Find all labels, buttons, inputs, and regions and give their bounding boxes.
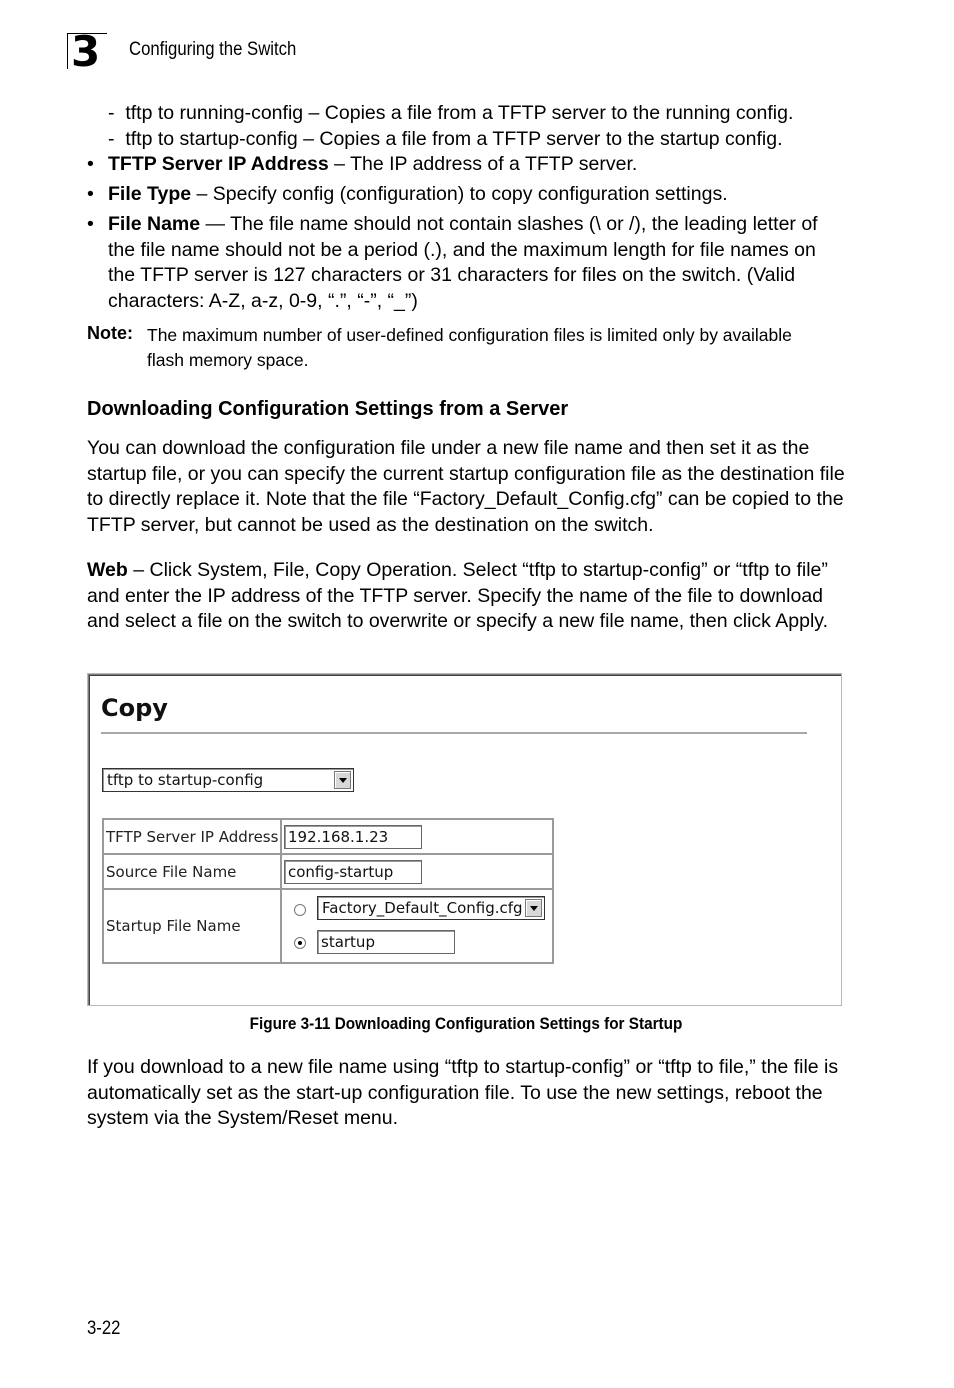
tftp-server-input[interactable]: 192.168.1.23 — [284, 825, 422, 849]
startup-file-select[interactable] — [317, 896, 545, 920]
bullet-item — [108, 212, 846, 314]
web-text: – Click System, File, Copy Operation. Select “tftp to startup-config” or “tftp to file” and enter the IP address of the TFTP server. Specify the name of the file to download and select a file on the switch to overwrite or specify a new file name, then click Apply. — [87, 559, 828, 632]
sub-bullet — [108, 101, 793, 127]
bullet-term: File Type — [108, 183, 192, 205]
dash-marker: - — [108, 102, 126, 124]
bullet-text: – Specify config (configuration) to copy configuration settings. — [191, 183, 728, 205]
table-row — [103, 819, 553, 854]
paragraph: You can download the configuration file under a new file name and then set it as the startup file, or you can specify the current startup configuration file as the destination file to directly replace it. Note that the file “Factory_Default_Config.cfg” can be copied to the TFTP server, but cannot be used as the destination on the switch. — [87, 437, 845, 536]
figure-caption: Figure 3-11 Downloading Configuration Settings for Startup — [249, 1014, 683, 1033]
bullet-term: TFTP Server IP Address — [108, 153, 329, 175]
bullet-marker: • — [87, 213, 94, 235]
copy-screenshot — [87, 673, 842, 1006]
section-heading: Downloading Configuration Settings from a Server — [87, 398, 569, 420]
chapter-number: 3 — [67, 33, 107, 69]
bullet-marker: • — [87, 153, 94, 175]
tftp-server-cell — [281, 819, 553, 854]
source-file-label: Source File Name — [103, 854, 281, 889]
copy-type-select[interactable] — [102, 768, 354, 792]
bullet-text: – The IP address of a TFTP server. — [328, 153, 638, 175]
table-row — [103, 889, 553, 963]
startup-file-cell — [281, 889, 553, 963]
copy-title: Copy — [101, 694, 168, 722]
sub-bullet-text: tftp to startup-config – Copies a file from a TFTP server to the startup config. — [125, 128, 783, 150]
web-label: Web — [87, 559, 128, 581]
copy-settings-table — [102, 818, 554, 964]
page-number: 3-22 — [87, 1318, 121, 1339]
startup-file-input[interactable]: startup — [317, 930, 455, 954]
table-row — [103, 854, 553, 889]
existing-file-radio[interactable] — [294, 904, 306, 916]
chapter-title: Configuring the Switch — [129, 39, 297, 60]
new-file-radio[interactable] — [294, 937, 306, 949]
chevron-down-icon[interactable] — [525, 899, 542, 917]
source-file-cell — [281, 854, 553, 889]
bullet-text: — The file name should not contain slashes (\ or /), the leading letter of the file name should not be a period (.), and the maximum length for file names on the TFTP server is 127 characters or 31 characters for files on the switch. (Valid characters: A-Z, a-z, 0-9, “.”, “-”, “_”) — [108, 213, 818, 312]
startup-file-label: Startup File Name — [103, 889, 281, 963]
sub-bullet-text: tftp to running-config – Copies a file from a TFTP server to the running config. — [125, 102, 794, 124]
web-paragraph — [87, 558, 847, 635]
paragraph: If you download to a new file name using “tftp to startup-config” or “tftp to file,” the file is automatically set as the start-up configuration file. To use the new settings, reboot the system via the System/Reset menu. — [87, 1056, 839, 1129]
copy-type-value: tftp to startup-config — [107, 771, 264, 789]
dash-marker: - — [108, 128, 126, 150]
tftp-server-label: TFTP Server IP Address — [103, 819, 281, 854]
bullet-term: File Name — [108, 213, 201, 235]
source-file-input[interactable]: config-startup — [284, 860, 422, 884]
sub-bullet — [108, 127, 783, 153]
chevron-down-icon[interactable] — [334, 771, 351, 789]
startup-file-select-value: Factory_Default_Config.cfg — [322, 899, 523, 917]
title-divider — [101, 732, 807, 734]
note-text: The maximum number of user-defined configuration files is limited only by available flash memory space. — [147, 325, 792, 370]
bullet-item — [108, 152, 637, 178]
bullet-marker: • — [87, 183, 94, 205]
note-label: Note: — [87, 323, 133, 343]
bullet-item — [108, 182, 728, 208]
